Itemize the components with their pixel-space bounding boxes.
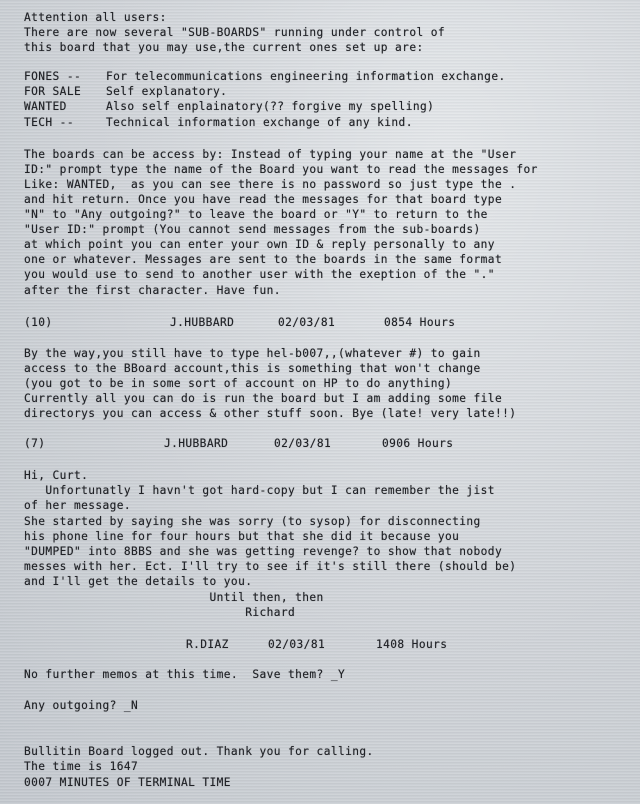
message-time: 1408 Hours: [376, 638, 448, 651]
message-body-line: and I'll get the details to you.: [24, 575, 253, 588]
save-prompt: No further memos at this time. Save them? _Y: [24, 668, 346, 681]
message-time: 0906 Hours: [382, 437, 454, 450]
instruction-line: you would use to send to another user with the exeption of the ".": [24, 268, 495, 281]
message-author: J.HUBBARD: [170, 316, 235, 329]
message-body-line: Richard: [24, 606, 296, 619]
message-body-line: (you got to be in some sort of account on HP to do anything): [24, 377, 453, 390]
message-date: 02/03/81: [274, 437, 332, 450]
message-body-line: directorys you can access & other stuff soon. Bye (late! very late!!): [24, 407, 517, 420]
instruction-line: after the first character. Have fun.: [24, 284, 281, 297]
intro-line: There are now several "SUB-BOARDS" running under control of: [24, 26, 445, 39]
time-line: The time is 1647: [24, 760, 139, 773]
instruction-line: and hit return. Once you have read the messages for that board type: [24, 193, 503, 206]
board-name: FOR SALE: [24, 85, 82, 98]
message-body-line: messes with her. Ect. I'll try to see if it's still there (should be): [24, 560, 517, 573]
instruction-line: "User ID:" prompt (You cannot send messages from the sub-boards): [24, 223, 481, 236]
instruction-line: at which point you can enter your own ID & reply personally to any: [24, 238, 495, 251]
message-author: R.DIAZ: [186, 638, 229, 651]
board-desc: Self explanatory.: [106, 85, 228, 98]
instruction-line: The boards can be access by: Instead of typing your name at the "User: [24, 148, 517, 161]
board-name: FONES --: [24, 70, 82, 83]
message-body-line: of her message.: [24, 499, 132, 512]
message-time: 0854 Hours: [384, 316, 456, 329]
message-date: 02/03/81: [278, 316, 336, 329]
message-number: (7): [24, 437, 46, 450]
board-desc: Also self enplainatory(?? forgive my spelling): [106, 100, 435, 113]
message-number: (10): [24, 316, 53, 329]
message-body-line: By the way,you still have to type hel-b007,,(whatever #) to gain: [24, 347, 481, 360]
message-body-line: Hi, Curt.: [24, 469, 89, 482]
message-body-line: access to the BBoard account,this is something that won't change: [24, 362, 481, 375]
board-desc: Technical information exchange of any kind.: [106, 116, 413, 129]
instruction-line: Like: WANTED, as you can see there is no password so just type the .: [24, 178, 517, 191]
terminal-time-line: 0007 MINUTES OF TERMINAL TIME: [24, 776, 231, 789]
board-name: WANTED: [24, 100, 67, 113]
logout-line: Bullitin Board logged out. Thank you for calling.: [24, 745, 374, 758]
message-body-line: Unfortunatly I havn't got hard-copy but I can remember the jist: [24, 484, 495, 497]
intro-line: this board that you may use,the current ones set up are:: [24, 41, 424, 54]
instruction-line: "N" to "Any outgoing?" to leave the board or "Y" to return to the: [24, 208, 488, 221]
message-body-line: She started by saying she was sorry (to sysop) for disconnecting: [24, 515, 481, 528]
board-desc: For telecommunications engineering information exchange.: [106, 70, 506, 83]
message-body-line: his phone line for four hours but that she did it because you: [24, 530, 460, 543]
outgoing-prompt: Any outgoing? _N: [24, 699, 139, 712]
message-body-line: Currently all you can do is run the board but I am adding some file: [24, 392, 503, 405]
intro-line: Attention all users:: [24, 11, 167, 24]
message-date: 02/03/81: [268, 638, 326, 651]
message-body-line: "DUMPED" into 8BBS and she was getting revenge? to show that nobody: [24, 545, 503, 558]
message-body-line: Until then, then: [24, 591, 324, 604]
message-author: J.HUBBARD: [164, 437, 229, 450]
board-name: TECH --: [24, 116, 74, 129]
instruction-line: ID:" prompt type the name of the Board you want to read the messages for: [24, 163, 538, 176]
instruction-line: one or whatever. Messages are sent to the boards in the same format: [24, 253, 503, 266]
